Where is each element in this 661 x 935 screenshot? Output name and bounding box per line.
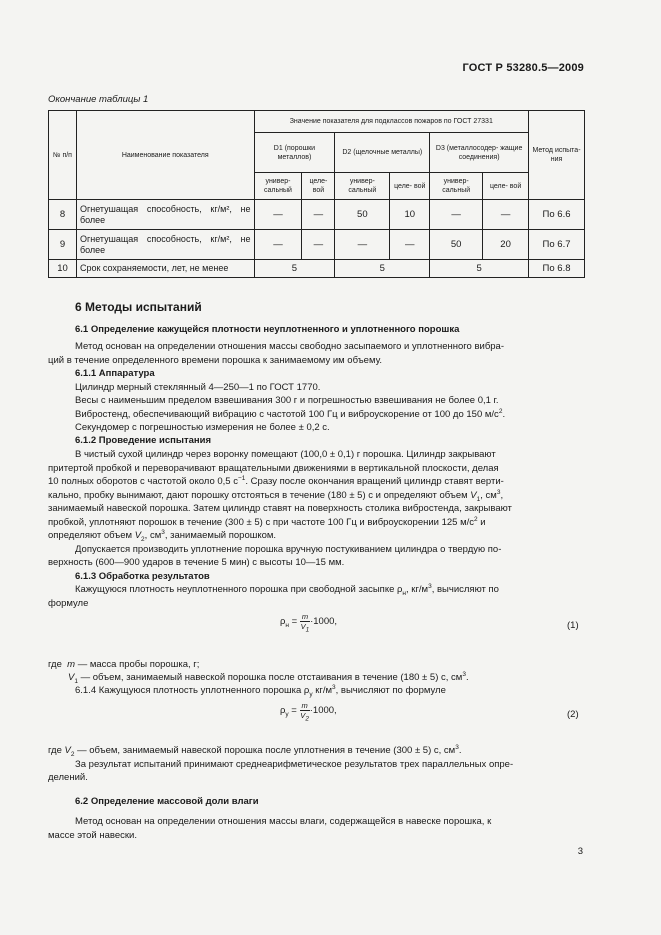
- row-method: По 6.7: [529, 230, 585, 260]
- row-value: 10: [390, 200, 430, 230]
- row-value: 20: [483, 230, 529, 260]
- paragraph-line: кально, пробку вынимают, дают порошку отстояться в течение (180 ± 5) с и определяют объем $V_1$, $см^3$,: [48, 488, 504, 503]
- table-row: [49, 260, 585, 278]
- section-6-2-title: 6.2 Определение массовой доли влаги: [75, 796, 259, 807]
- sub-target: целе- вой: [302, 173, 335, 200]
- page-number: 3: [577, 846, 583, 857]
- paragraph-line: В чистый сухой цилиндр через воронку помещают (100,0 ± 0,1) г порошка. Цилиндр закрывают: [75, 449, 496, 460]
- row-value: —: [430, 200, 483, 230]
- paragraph-line: занимаемый навеской порошка. Затем цилиндр ставят на поверхность столика вибростенда, закрывают: [48, 503, 512, 514]
- row-name: Срок сохраняемости, лет, не менее: [76, 260, 254, 278]
- row-name: Огнетушащая способность, кг/м², не более: [76, 200, 254, 230]
- paragraph-line: Кажущуюся плотность неуплотненного порошка при свободной засыпке $\rho_н$, $кг/м^3$, вычисляют по: [75, 582, 499, 597]
- formula-1-number: (1): [567, 620, 579, 631]
- row-value: —: [302, 230, 335, 260]
- paragraph-line: Весы с наименьшим пределом взвешивания 300 г и погрешностью взвешивания не более 0,1 г.: [75, 395, 499, 406]
- subgroup-d1: D1 (порошки металлов): [254, 133, 335, 173]
- row-value: 50: [430, 230, 483, 260]
- sub-target: целе- вой: [390, 173, 430, 200]
- col-group-header: Значение показателя для подклассов пожаров по ГОСТ 27331: [254, 111, 529, 133]
- row-number: 10: [49, 260, 77, 278]
- row-number: 8: [49, 200, 77, 230]
- paragraph-line: 6.1.4 Кажущуюся плотность уплотненного порошка $\rho_у$ $кг/м^3$, вычисляют по формуле: [75, 683, 446, 698]
- paragraph-line: определяют объем $V_2$, $см^3$, занимаемый порошком.: [48, 528, 277, 543]
- paragraph-line: Метод основан на определении отношения массы свободно засыпаемого и уплотненного вибра-: [75, 341, 504, 352]
- paragraph-line: делений.: [48, 772, 88, 783]
- row-value: —: [254, 200, 302, 230]
- row-value: —: [483, 200, 529, 230]
- row-value: 50: [335, 200, 390, 230]
- formula-1: $\rho_н$ = $\frac{m}{V_1}$ ·1000,: [280, 611, 338, 634]
- sub-universal: универ- сальный: [254, 173, 302, 200]
- paragraph-line: 10 полных оборотов с частотой около 0,5 $с^{-1}$. Сразу после окончания вращений цилиндр ставят верти-: [48, 474, 504, 487]
- subgroup-d2: D2 (щелочные металлы): [335, 133, 430, 173]
- row-number: 9: [49, 230, 77, 260]
- paragraph-line: Вибростенд, обеспечивающий вибрацию с частотой 100 Гц и виброускорение от 100 до 150 $м/с^2$.: [75, 407, 506, 420]
- paragraph-line: Цилиндр мерный стеклянный 4—250—1 по ГОСТ 1770.: [75, 382, 321, 393]
- row-value: —: [254, 230, 302, 260]
- paragraph-line: ций в течение определенного времени порошка к занимаемому им объему.: [48, 355, 383, 366]
- document-header-code: ГОСТ Р 53280.5—2009: [462, 62, 584, 74]
- row-value: —: [302, 200, 335, 230]
- col-header-number: № п/п: [49, 111, 77, 200]
- row-value: —: [335, 230, 390, 260]
- paragraph-line: притертой пробкой и переворачивают вращательными движениями в вертикальной плоскости, делая: [48, 463, 499, 474]
- section-6-title: 6 Методы испытаний: [75, 300, 202, 314]
- row-method: По 6.8: [529, 260, 585, 278]
- section-6-1-3-title: 6.1.3 Обработка результатов: [75, 571, 210, 582]
- paragraph-line: массе этой навески.: [48, 830, 137, 841]
- paragraph-line: За результат испытаний принимают среднеарифметическое результатов трех параллельных опре-: [75, 759, 514, 770]
- paragraph-line: Допускается производить уплотнение порошка вручную постукиванием цилиндра о твердую по-: [75, 544, 502, 555]
- paragraph-line: Метод основан на определении отношения массы влаги, содержащейся в навеске порошка, к: [75, 816, 492, 827]
- row-value: 5: [430, 260, 529, 278]
- row-value: 5: [254, 260, 335, 278]
- section-6-1-2-title: 6.1.2 Проведение испытания: [75, 435, 212, 446]
- sub-universal: универ- сальный: [430, 173, 483, 200]
- table-row: [49, 230, 585, 260]
- paragraph-line: пробкой, уплотняют порошок в течение (300 ± 5) с при частоте 100 Гц и виброускорении 125 $м/с^2$ и: [48, 515, 486, 528]
- row-value: 5: [335, 260, 430, 278]
- row-value: —: [390, 230, 430, 260]
- sub-target: целе- вой: [483, 173, 529, 200]
- table-caption: Окончание таблицы 1: [48, 94, 149, 105]
- where-line: где $V_2$ — объем, занимаемый навеской порошка после уплотнения в течение (300 ± 5) с, $см^3$.: [48, 743, 462, 758]
- formula-2-number: (2): [567, 709, 579, 720]
- table-row: [49, 200, 585, 230]
- section-6-1-1-title: 6.1.1 Аппаратура: [75, 368, 155, 379]
- sub-universal: универ- сальный: [335, 173, 390, 200]
- subgroup-d3: D3 (металлосодер- жащие соединения): [430, 133, 529, 173]
- col-header-name: Наименование показателя: [76, 111, 254, 200]
- paragraph-line: верхность (600—900 ударов в течение 5 мин) с высоты 10—15 мм.: [48, 557, 345, 568]
- properties-table: [48, 110, 585, 278]
- paragraph-line: формуле: [48, 598, 89, 609]
- where-line: $V_1$ — объем, занимаемый навеской порошка после отстаивания в течение (180 ± 5) с, $см^3$.: [68, 670, 469, 685]
- section-6-1-title: 6.1 Определение кажущейся плотности неуплотненного и уплотненного порошка: [75, 324, 460, 335]
- where-line: где m — масса пробы порошка, г;: [48, 659, 200, 670]
- col-header-method: Метод испыта- ния: [529, 111, 585, 200]
- formula-2: $\rho_у$ = $\frac{m}{V_2}$ ·1000,: [280, 700, 337, 723]
- row-method: По 6.6: [529, 200, 585, 230]
- row-name: Огнетушащая способность, кг/м², не более: [76, 230, 254, 260]
- paragraph-line: Секундомер с погрешностью измерения не более ± 0,2 с.: [75, 422, 330, 433]
